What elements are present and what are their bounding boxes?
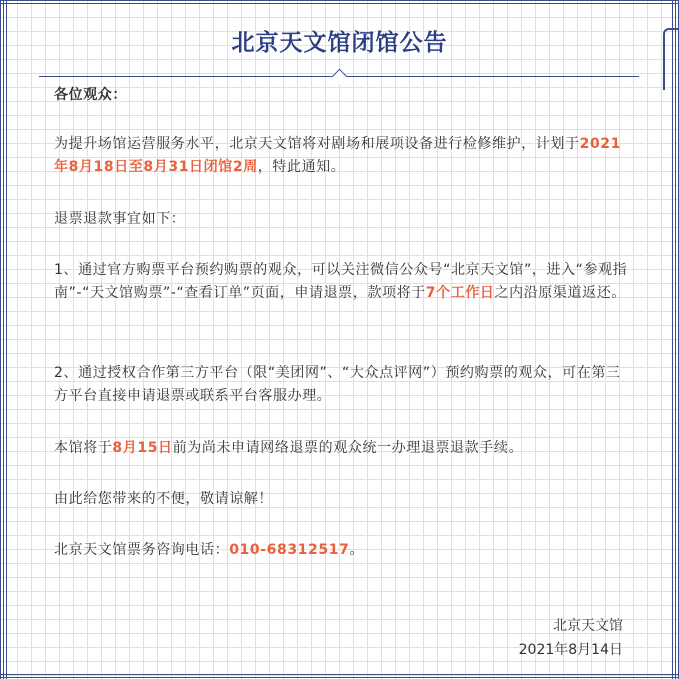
- refund-item-official-text-a: 1、通过官方购票平台预约购票的观众，可以关注微信公众号“北京天文馆”，进入“参观指南”-“天文馆购票”-“查看订单”页面，申请退票，款项将于: [54, 262, 628, 301]
- signature-date: 2021年8月14日: [518, 642, 623, 658]
- salutation: 各位观众：: [54, 87, 127, 103]
- unified-refund-text-b: 前为尚未申请网络退票的观众统一办理退票退款手续。: [172, 440, 524, 456]
- refund-item-official-text-b: 之内沿原渠道返还。: [494, 285, 626, 301]
- refund-days-highlight: 7个工作日: [425, 285, 495, 301]
- refund-intro: 退票退款事宜如下：: [54, 211, 186, 227]
- frame-top-border: [0, 0, 679, 5]
- hotline-number: 010-68312517: [229, 542, 350, 558]
- hotline-end: 。: [349, 542, 364, 558]
- refund-item-official: [54, 259, 629, 305]
- paragraph-closure-text-b: ，特此通知。: [257, 159, 346, 175]
- unified-date-highlight: 8月15日: [112, 440, 173, 456]
- frame-right-border: [672, 0, 679, 679]
- apology-text: 由此给您带来的不便，敬请谅解！: [54, 491, 273, 507]
- frame-bottom-border: [0, 674, 679, 679]
- refund-item-third-party: 2、通过授权合作第三方平台（限“美团网”、“大众点评网”）预约购票的观众，可在第三方平台直接申请退票或联系平台客服办理。: [54, 365, 621, 404]
- hotline-label: 北京天文馆票务咨询电话：: [54, 542, 230, 558]
- unified-refund-text-a: 本馆将于: [54, 440, 113, 456]
- page-title: 北京天文馆闭馆公告: [231, 30, 448, 56]
- paragraph-closure-text-a: 为提升场馆运营服务水平，北京天文馆将对剧场和展项设备进行检修维护，计划于: [54, 136, 580, 152]
- closure-period-highlight: 2021年8月18日至8月31日闭馆2周: [54, 136, 621, 175]
- title-divider-notch: [332, 69, 348, 85]
- paragraph-unified-refund: [54, 437, 629, 460]
- hotline: [54, 539, 629, 562]
- frame-left-border: [0, 0, 7, 679]
- paragraph-closure: [54, 133, 629, 179]
- signature-org: 北京天文馆: [553, 618, 623, 634]
